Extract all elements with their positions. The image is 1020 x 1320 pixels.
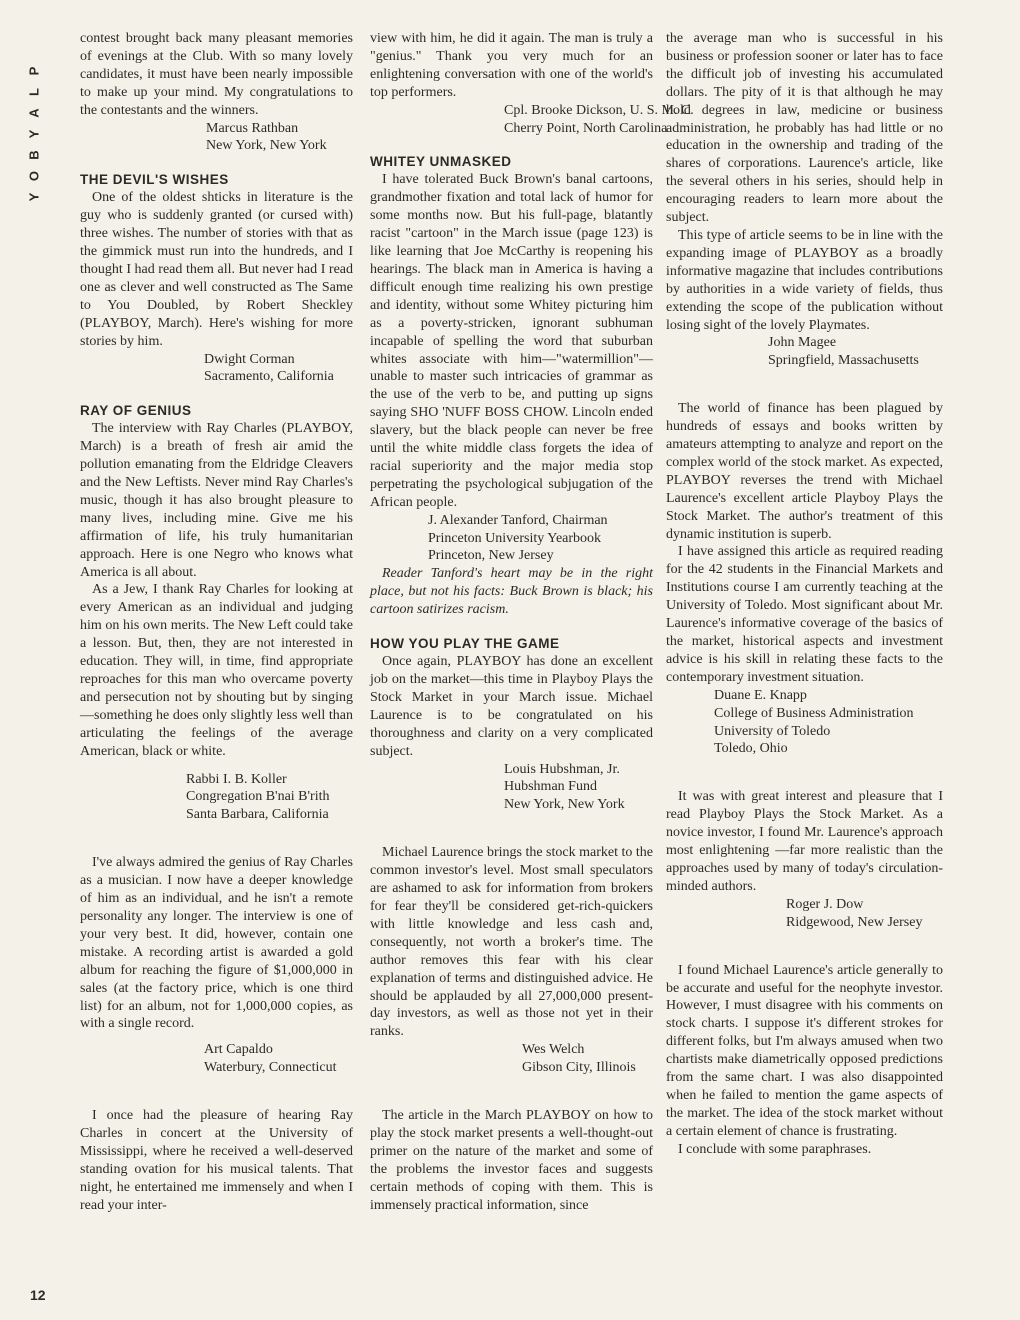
magazine-letter: L (26, 87, 42, 96)
letter-signature (370, 761, 653, 815)
signature-name: Duane E. Knapp (714, 687, 807, 703)
signature-name: Marcus Rathban (206, 120, 299, 136)
signature-organization: Congregation B'nai B'rith (186, 789, 330, 805)
signature-name: Rabbi I. B. Koller (186, 771, 287, 787)
signature-organization: Hubshman Fund (504, 779, 597, 795)
signature-name: Wes Welch (522, 1042, 585, 1058)
magazine-letter: Y (26, 191, 42, 202)
letter-paragraph: Once again, PLAYBOY has done an excellent job on the market—this time in Playboy Plays the Stock Market in your March issue. Michael Laurence is to be congratulated on his thoroughness and clarity on a very complicated subject. (370, 654, 653, 759)
letter-signature (666, 687, 943, 759)
letter-paragraph: Michael Laurence brings the stock market to the common investor's level. Most small speculators are ashamed to ask for information from brokers for fear they'll be considered get-rich-quickers with little knowledge and less cash and, consequently, not worth a broker's time. The author removes this fear with his clear explanation of terms and distinguished advice. He should be applauded by all 27,000,000 present-day investors, as well as those not yet in their ranks. (370, 845, 653, 1040)
letter-paragraph: As a Jew, I thank Ray Charles for looking at every American as an individual and judging him on his own merits. The New Left could take a lesson. But, then, they are not interested in education. They will, in time, find appropriate reproaches for this man who overcame poverty and persecution not by shouting but by singing—something he does only slightly less well than articulating the feelings of the average American, black or white. (80, 582, 353, 759)
letter-paragraph: I once had the pleasure of hearing Ray Charles in concert at the University of Mississippi, where he received a well-deserved standing ovation for his musical talents. That night, he entertained me immensely and when I read your inter- (80, 1108, 353, 1213)
section-heading: THE DEVIL'S WISHES (80, 172, 229, 188)
magazine-letter: P (26, 65, 42, 76)
magazine-letter: B (26, 149, 42, 160)
letter-signature (80, 120, 353, 156)
signature-name: Cpl. Brooke Dickson, U. S. M. C. (504, 102, 694, 118)
signature-location: New York, New York (504, 797, 625, 813)
signature-location: Toledo, Ohio (714, 741, 788, 757)
letter-paragraph: The article in the March PLAYBOY on how to play the stock market presents a well-thought-out primer on the nature of the market and some of the problems the investor faces and suggests certain methods of coping with them. This is immensely practical information, since (370, 1108, 653, 1213)
letter-paragraph: The world of finance has been plagued by hundreds of essays and books written by amateurs attempting to analyze and report on the complex world of the stock market. As expected, PLAYBOY reverses the trend with Michael Laurence's excellent article Playboy Plays the Stock Market. The author's treatment of this dynamic institution is superb. (666, 401, 943, 542)
magazine-letter: A (26, 107, 42, 118)
magazine-letter: O (26, 169, 42, 182)
signature-location: Cherry Point, North Carolina (504, 120, 668, 136)
magazine-name-vertical (22, 60, 46, 207)
letter-paragraph: view with him, he did it again. The man is truly a "genius." Thank you very much for an enlightening conversation with one of the world's top performers. (370, 31, 653, 100)
signature-name: Art Capaldo (204, 1042, 273, 1058)
letter-paragraph: I have assigned this article as required reading for the 42 students in the Financial Markets and Institutions course I am currently teaching at the University of Toledo. Most significant about Mr. Laurence's informative coverage of the basics of the market, historical aspects and investment advice is his skill in relating these facts to the contemporary investment situation. (666, 544, 943, 685)
letter-paragraph: The interview with Ray Charles (PLAYBOY, March) is a breath of fresh air amid the pollution emanating from the Eldridge Cleavers and the New Leftists. Never mind Ray Charles's music, though it has also brought pleasure to many lives, including mine. Give me his affirmation of life, his truly humanitarian approach. Here is one Negro who knows what America is all about. (80, 421, 353, 580)
signature-name: Louis Hubshman, Jr. (504, 761, 620, 777)
signature-location: Waterbury, Connecticut (204, 1060, 337, 1076)
signature-organization: Princeton University Yearbook (428, 530, 602, 546)
signature-location: Santa Barbara, California (186, 807, 329, 823)
letter-paragraph: It was with great interest and pleasure that I read Playboy Plays the Stock Market. As a novice investor, I found Mr. Laurence's approach most enlightening —far more realistic than the approaches used by many of today's circulation-minded authors. (666, 789, 943, 894)
letter-signature (80, 1041, 353, 1077)
letter-paragraph: I conclude with some paraphrases. (678, 1141, 872, 1157)
signature-name: J. Alexander Tanford, Chairman (428, 512, 608, 528)
letter-paragraph: contest brought back many pleasant memories of evenings at the Club. With so many lovely candidates, it must have been nearly impossible to make up your mind. My congratulations to the contestants and the winners. (80, 31, 353, 118)
section-heading: WHITEY UNMASKED (370, 154, 512, 170)
letter-paragraph: I found Michael Laurence's article generally to be accurate and useful for the neophyte investor. However, I must disagree with his comments on stock charts. I suppose it's different strokes for different folks, but I'm always amused when two chartists make diametrically opposed predictions from the same chart. I was also disappointed when he failed to mention the game aspects of the market. The idea of the stock market without a certain element of chance is frustrating. (666, 962, 943, 1139)
letter-paragraph: This type of article seems to be in line with the expanding image of PLAYBOY as a broadly informative magazine that includes contributions by authorities in a wide variety of fields, thus extending the scope of the publication without losing sight of the lovely Playmates. (666, 227, 943, 333)
letter-signature (80, 351, 353, 387)
letter-signature (370, 512, 653, 566)
page-number: 12 (30, 1287, 46, 1303)
section-heading: RAY OF GENIUS (80, 403, 192, 419)
signature-name: Dwight Corman (204, 351, 295, 367)
column-2 (370, 30, 694, 1214)
signature-location: New York, New York (206, 138, 327, 154)
letter-paragraph: the average man who is successful in his business or profession sooner or later has to face the difficult job of investing his accumulated dollars. The pity of it is that although he may hold degrees in law, medicine or business administration, he probably has had little or no education in the ownership and trading of the shares of corporations. Laurence's article, like the several others in his series, should help in encouraging readers to learn more about the subject. (666, 31, 943, 226)
letter-signature (666, 334, 943, 370)
letter-signature (80, 771, 353, 825)
signature-location: Gibson City, Illinois (522, 1060, 636, 1076)
signature-location: Ridgewood, New Jersey (786, 914, 923, 930)
column-1 (80, 30, 353, 1215)
signature-organization: University of Toledo (714, 723, 831, 739)
letter-signature (370, 102, 694, 138)
section-heading: HOW YOU PLAY THE GAME (370, 636, 560, 652)
editor-note: Reader Tanford's heart may be in the right place, but not his facts: Buck Brown is black; his cartoon satirizes racism. (370, 566, 653, 618)
signature-location: Sacramento, California (204, 369, 334, 385)
signature-location: Springfield, Massachusetts (768, 353, 919, 369)
signature-name: John Magee (768, 335, 837, 351)
letter-paragraph: I've always admired the genius of Ray Charles as a musician. I now have a deeper knowledge of him as an individual, and he isn't a remote personality any longer. The interview is one of your very best. It did, however, contain one mistake. A recording artist is awarded a gold album for reaching the figure of $1,000,000 in sales (at the factory price, which is one third list) for an album, not for 1,000,000 copies, as with a single record. (80, 855, 353, 1032)
column-3 (666, 30, 943, 1159)
signature-name: Roger J. Dow (786, 896, 864, 912)
signature-location: Princeton, New Jersey (428, 548, 554, 564)
letter-signature (370, 1041, 653, 1077)
letter-signature (666, 896, 943, 932)
letter-paragraph: One of the oldest shticks in literature is the guy who is suddenly granted (or cursed with) three wishes. The number of stories with that as the gimmick must run into the hundreds, and I thought I had read them all. But never had I read one as clever and well constructed as The Same to You Doubled, by Robert Sheckley (PLAYBOY, March). Here's wishing for more stories by him. (80, 190, 353, 349)
letter-paragraph: I have tolerated Buck Brown's banal cartoons, grandmother fixation and total lack of humor for some months now. But his full-page, blatantly racist "cartoon" in the March issue (page 123) is like learning that Joe McCarthy is reopening his hearings. The black man in America is having a difficult enough time realizing his own prestige and identity, without some Whitey picturing him as a poverty-stricken, ignorant subhuman incapable of spelling the word that suburban whites associate with him—"watermillion"—unable to master such intricacies of grammar as the use of the verb to be, and putting up signs saying SHO 'NUFF BOSS CHOW. Lincoln ended slavery, but the black people can never be free until the white middle class forgets the idea of racial superiority and the major media stop perpetrating the psychological subjugation of the African people. (370, 172, 653, 510)
magazine-letter: Y (26, 128, 42, 139)
signature-organization: College of Business Administration (714, 705, 914, 721)
